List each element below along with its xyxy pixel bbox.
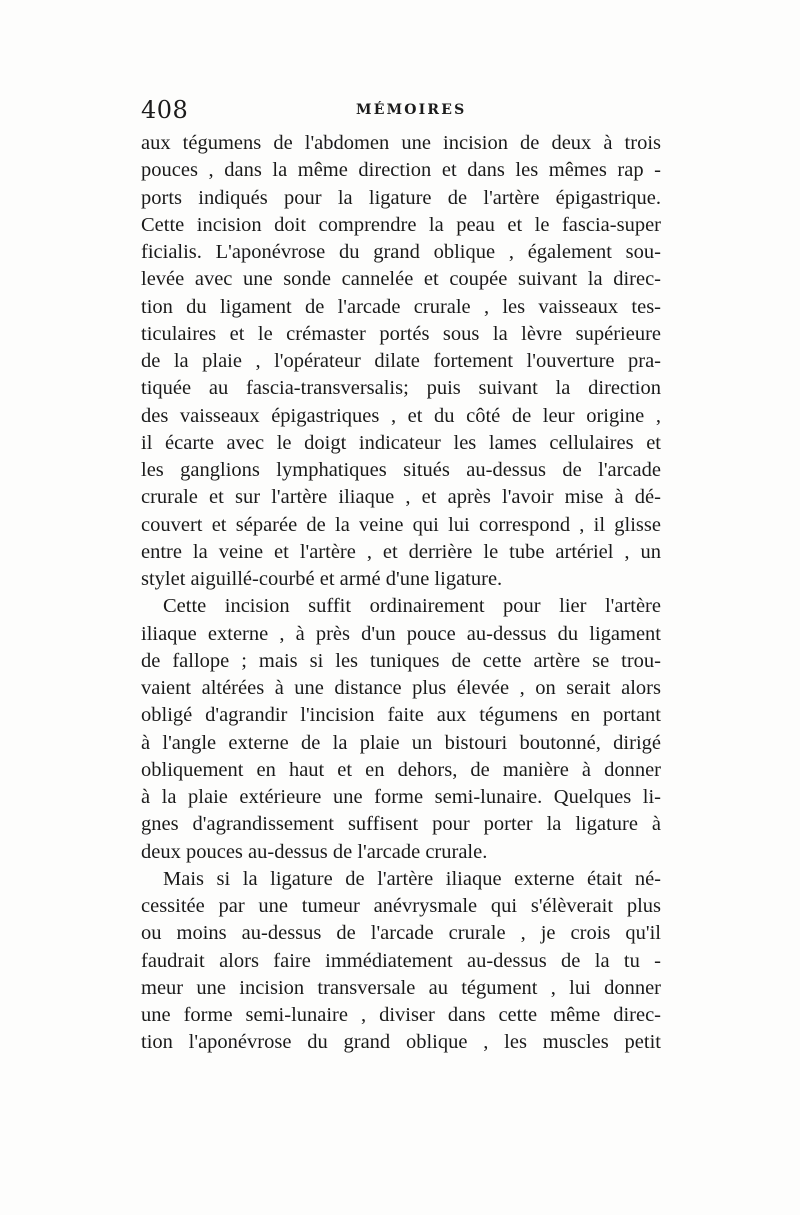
text-line: de la plaie , l'opérateur dilate fortement l'ouverture pra- xyxy=(141,350,661,372)
text-line: meur une incision transversale au tégument , lui donner xyxy=(141,976,661,999)
text-line: ficialis. L'aponévrose du grand oblique , également sou- xyxy=(141,241,661,263)
text-line: tion du ligament de l'arcade crurale , les vaisseaux tes- xyxy=(141,295,661,318)
text-line: ou moins au-dessus de l'arcade crurale , je crois qu'il xyxy=(141,922,661,945)
text-line: il écarte avec le doigt indicateur les lames cellulaires et xyxy=(141,431,661,454)
text-line: deux pouces au-dessus de l'arcade crurale. xyxy=(141,840,488,863)
text-line: entre la veine et l'artère , et derrière le tube artériel , un xyxy=(141,540,661,563)
text-line: Mais si la ligature de l'artère iliaque externe était né- xyxy=(163,867,661,890)
text-line: Cette incision doit comprendre la peau et le fascia-super xyxy=(141,213,661,236)
text-line: à l'angle externe de la plaie un bistouri boutonné, dirigé xyxy=(141,731,661,754)
text-line: obligé d'agrandir l'incision faite aux tégumens en portant xyxy=(141,704,661,727)
text-line: tion l'aponévrose du grand oblique , les muscles petit xyxy=(141,1031,661,1054)
page-number: 408 xyxy=(141,96,189,124)
body-text xyxy=(141,130,661,1057)
text-line: couvert et séparée de la veine qui lui correspond , il glisse xyxy=(141,513,661,536)
text-line: une forme semi-lunaire , diviser dans cette même direc- xyxy=(141,1004,661,1026)
text-line: stylet aiguillé-courbé et armé d'une ligature. xyxy=(141,568,503,590)
text-line: de fallope ; mais si les tuniques de cette artère se trou- xyxy=(141,649,661,672)
text-line: ticulaires et le crémaster portés sous la lèvre supérieure xyxy=(141,322,661,345)
text-line: faudrait alors faire immédiatement au-dessus de la tu - xyxy=(141,949,661,972)
text-line: tiquée au fascia-transversalis; puis suivant la direction xyxy=(141,377,661,400)
text-line: vaient altérées à une distance plus élevée , on serait alors xyxy=(141,677,661,699)
text-line: iliaque externe , à près d'un pouce au-dessus du ligament xyxy=(141,622,661,645)
text-line: pouces , dans la même direction et dans les mêmes rap - xyxy=(141,159,661,182)
text-line: à la plaie extérieure une forme semi-lunaire. Quelques li- xyxy=(141,786,661,808)
text-line: cessitée par une tumeur anévrysmale qui s'élèverait plus xyxy=(141,895,661,917)
text-line: gnes d'agrandissement suffisent pour porter la ligature à xyxy=(141,813,661,836)
text-line: les ganglions lymphatiques situés au-dessus de l'arcade xyxy=(141,459,661,481)
text-line: crurale et sur l'artère iliaque , et après l'avoir mise à dé- xyxy=(141,486,661,509)
page-header xyxy=(141,96,661,130)
text-line: obliquement en haut et en dehors, de manière à donner xyxy=(141,758,661,781)
text-line: ports indiqués pour la ligature de l'artère épigastrique. xyxy=(141,186,661,209)
text-line: Cette incision suffit ordinairement pour lier l'artère xyxy=(163,595,661,618)
text-line: des vaisseaux épigastriques , et du côté de leur origine , xyxy=(141,404,661,427)
text-line: aux tégumens de l'abdomen une incision de deux à trois xyxy=(141,132,661,154)
running-head: MÉMOIRES xyxy=(356,102,467,118)
text-line: levée avec une sonde cannelée et coupée suivant la direc- xyxy=(141,268,661,291)
